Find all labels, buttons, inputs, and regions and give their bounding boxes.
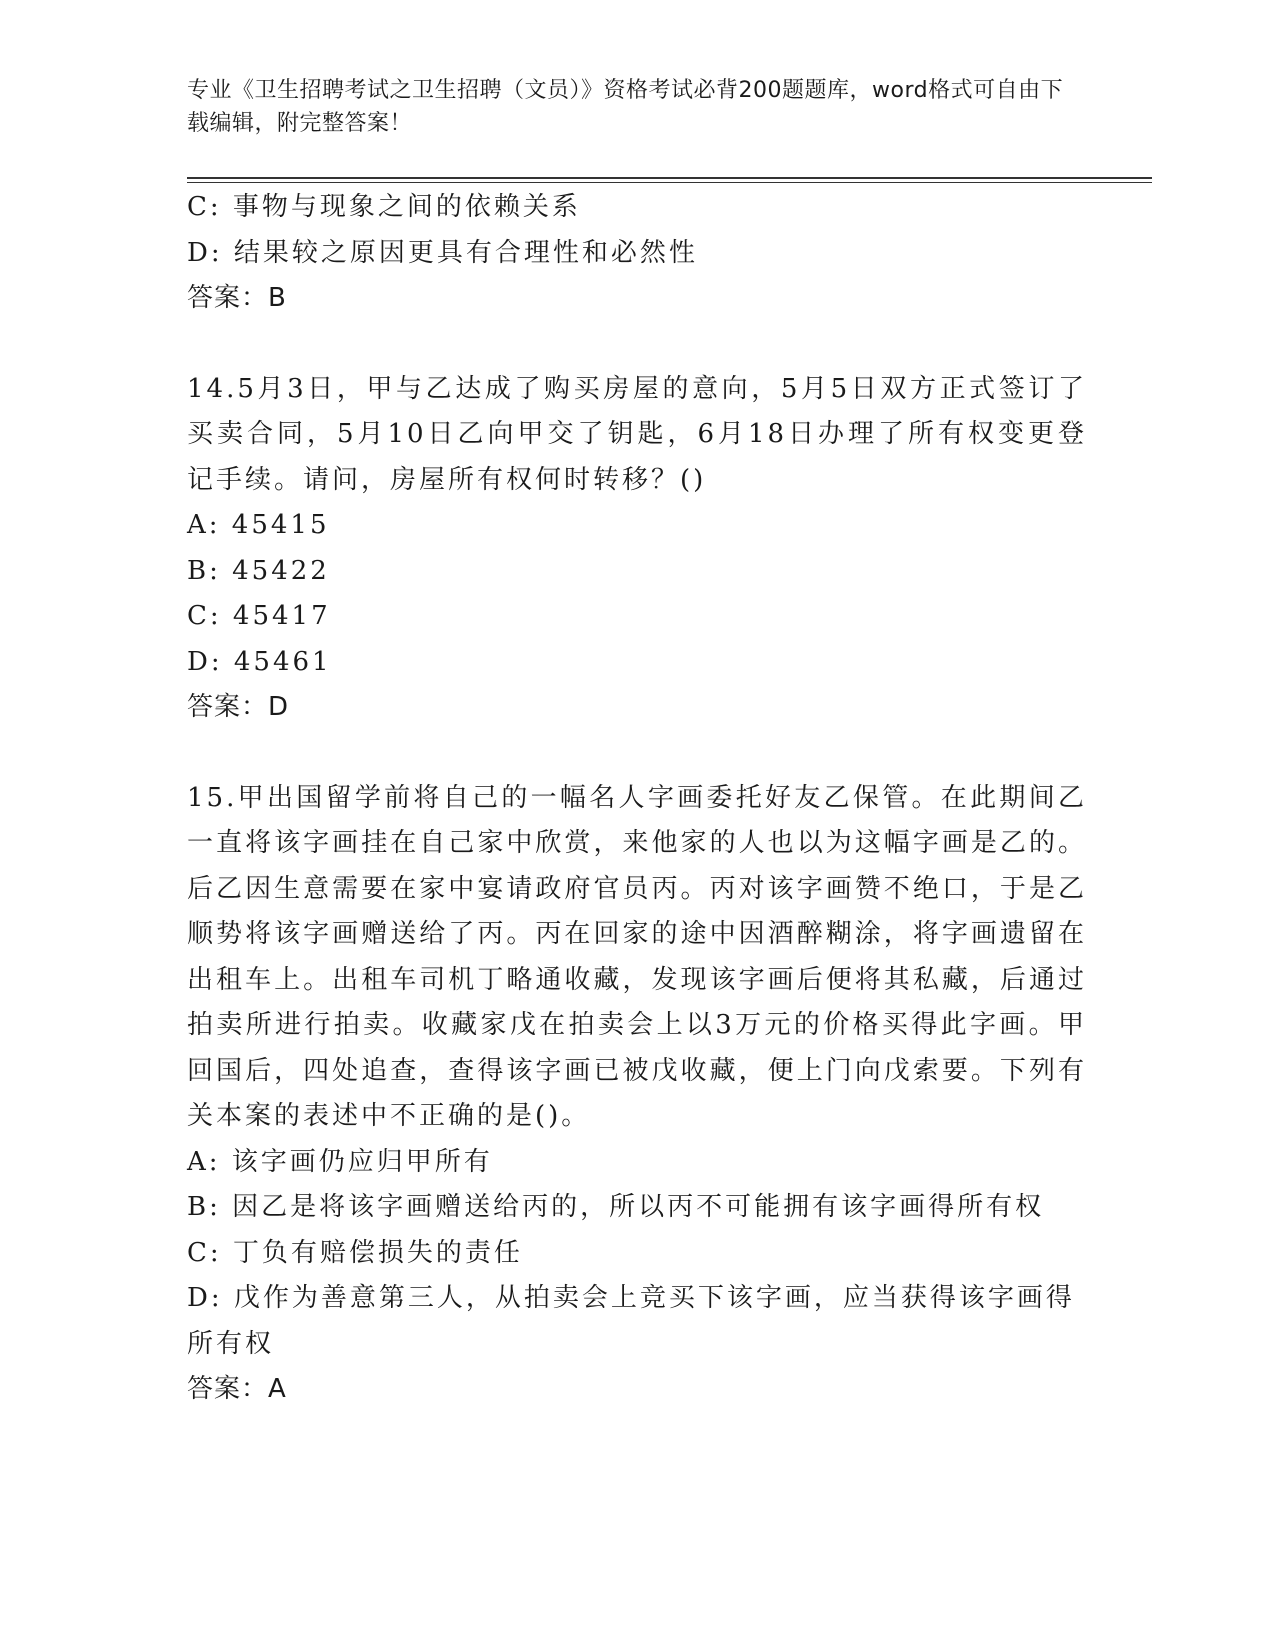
previous-question-tail — [187, 185, 1087, 322]
question-15 — [187, 776, 1087, 1413]
spacer — [187, 322, 1087, 367]
option-d: D: 45461 — [187, 646, 332, 677]
option-c: C: 事物与现象之间的依赖关系 — [187, 192, 581, 222]
spacer — [187, 731, 1087, 776]
option-b: B: 因乙是将该字画赠送给丙的，所以丙不可能拥有该字画得所有权 — [187, 1192, 1045, 1222]
option-b: B: 45422 — [187, 555, 330, 586]
document-header — [187, 74, 1067, 140]
question-text: 15.甲出国留学前将自己的一幅名人字画委托好友乙保管。在此期间乙一直将该字画挂在自己家中欣赏，来他家的人也以为这幅字画是乙的。后乙因生意需要在家中宴请政府官员丙。丙对该字画赞不绝口，于是乙顺势将该字画赠送给了丙。丙在回家的途中因酒醉糊涂，将字画遗留在出租车上。出租车司机丁略通收藏，发现该字画后便将其私藏，后通过拍卖所进行拍卖。收藏家戊在拍卖会上以3万元的价格买得此字画。甲回国后，四处追查，查得该字画已被戊收藏，便上门向戊索要。下列有关本案的表述中不正确的是()。 — [187, 782, 1087, 1131]
answer-line: 答案：B — [187, 283, 287, 313]
answer-line: 答案：A — [187, 1374, 287, 1404]
answer-line: 答案：D — [187, 692, 290, 722]
header-divider — [187, 177, 1152, 183]
option-c: C: 丁负有赔偿损失的责任 — [187, 1237, 523, 1268]
document-body — [187, 185, 1087, 1413]
question-text: 14.5月3日，甲与乙达成了购买房屋的意向，5月5日双方正式签订了买卖合同，5月10日乙向甲交了钥匙，6月18日办理了所有权变更登记手续。请问，房屋所有权何时转移？() — [187, 373, 1087, 495]
option-d: D: 结果较之原因更具有合理性和必然性 — [187, 237, 698, 268]
option-d: D: 戊作为善意第三人，从拍卖会上竞买下该字画，应当获得该字画得所有权 — [187, 1283, 1075, 1359]
option-a: A: 该字画仍应归甲所有 — [187, 1146, 493, 1177]
option-c: C: 45417 — [187, 601, 331, 631]
option-a: A: 45415 — [187, 510, 330, 540]
question-14 — [187, 367, 1087, 731]
header-title: 专业《卫生招聘考试之卫生招聘（文员）》资格考试必背200题题库，word格式可自由下载编辑，附完整答案！ — [187, 78, 1064, 136]
